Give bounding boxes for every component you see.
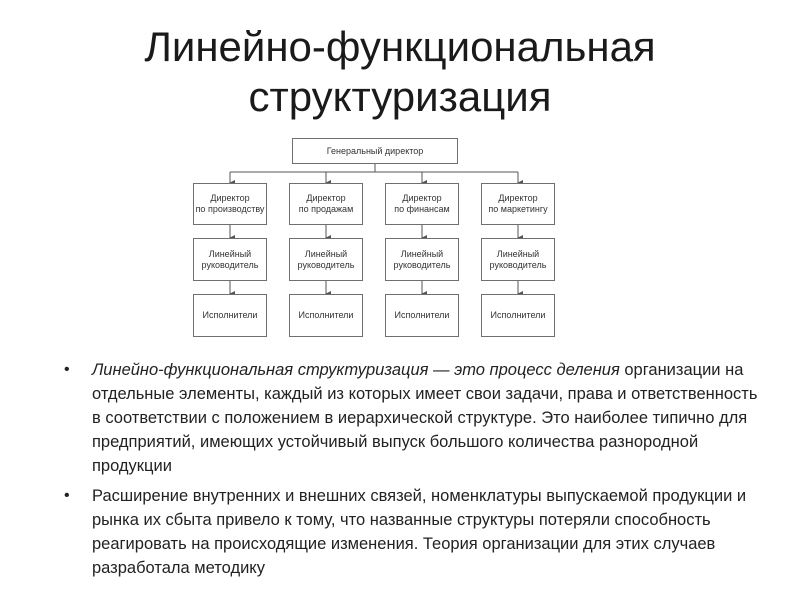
director-label-line2: по производству [195, 204, 265, 214]
director-box [193, 183, 267, 225]
director-label-line2: по продажам [298, 204, 354, 214]
line-manager-box [289, 238, 363, 281]
manager-label-line2: руководитель [201, 259, 259, 270]
general-director-label: Генеральный директор [326, 145, 424, 156]
executors-label: Исполнители [394, 310, 450, 320]
manager-label-line2: руководитель [297, 259, 355, 270]
director-label-line2: по маркетингу [488, 204, 548, 214]
title-line-2: структуризация [248, 73, 552, 120]
executors-box [289, 294, 363, 337]
bullet-list [62, 358, 762, 586]
manager-label-line1: Линейный [400, 248, 444, 259]
director-label-line1: Директор [306, 193, 346, 203]
bullet-marker: • [64, 487, 70, 504]
manager-label-line1: Линейный [496, 248, 540, 259]
director-label-line1: Директор [210, 193, 250, 203]
bullet-item [62, 358, 762, 478]
executors-label: Исполнители [490, 310, 546, 320]
title-line-1: Линейно-функциональная [144, 23, 656, 70]
director-box [385, 183, 459, 225]
director-label-line1: Директор [402, 193, 442, 203]
manager-label-line1: Линейный [208, 248, 252, 259]
executors-box [193, 294, 267, 337]
manager-label-line2: руководитель [393, 259, 451, 270]
bullet-text: организации на отдельные элементы, каждый из которых имеет свои задачи, права и ответственность в соответствии с положением в иерархической структуре. Это наиболее типично для предприятий, имеющих устойчивый выпуск большого количества разнородной продукции [92, 361, 758, 475]
director-box [289, 183, 363, 225]
director-box [481, 183, 555, 225]
bullet-text: Расширение внутренних и внешних связей, номенклатуры выпускаемой продукции и рынка их сбыта привело к тому, что названные структуры потеряли способность реагировать на происходящие изменения. Теория организации для этих случаев разработала методику [92, 487, 747, 577]
manager-label-line2: руководитель [489, 259, 547, 270]
general-director-box [292, 138, 458, 164]
line-manager-box [481, 238, 555, 281]
bullet-italic-text: Линейно-функциональная структуризация — это процесс деления [92, 361, 620, 379]
director-label-line1: Директор [498, 193, 538, 203]
manager-label-line1: Линейный [304, 248, 348, 259]
executors-label: Исполнители [298, 310, 354, 320]
executors-box [385, 294, 459, 337]
director-label-line2: по финансам [394, 204, 450, 214]
line-manager-box [193, 238, 267, 281]
bullet-item [62, 484, 762, 580]
line-manager-box [385, 238, 459, 281]
executors-box [481, 294, 555, 337]
executors-label: Исполнители [202, 310, 258, 320]
bullet-marker: • [64, 361, 70, 378]
